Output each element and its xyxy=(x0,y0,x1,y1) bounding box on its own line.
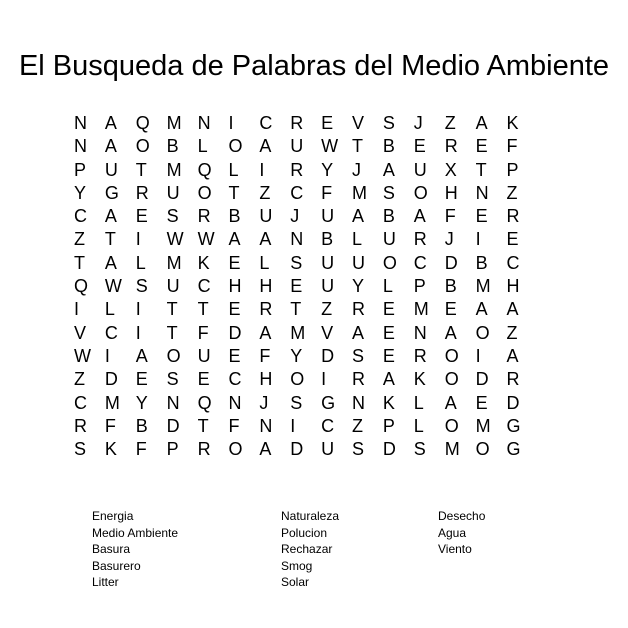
grid-letter: A xyxy=(259,136,272,157)
grid-letter: C xyxy=(413,252,427,273)
grid-letter: E xyxy=(228,299,241,320)
grid-letter: D xyxy=(382,439,396,460)
grid-letter: C xyxy=(228,369,242,390)
grid-letter: E xyxy=(321,113,334,133)
grid-letter: H xyxy=(444,182,458,203)
grid-letter: N xyxy=(74,136,87,157)
grid-letter: U xyxy=(321,276,335,297)
grid-letter: U xyxy=(382,229,396,250)
grid-letter: J xyxy=(290,206,300,227)
grid-letter: D xyxy=(506,392,520,413)
grid-letter: M xyxy=(104,392,120,413)
grid-letter: U xyxy=(321,252,335,273)
grid-letter: B xyxy=(475,252,488,273)
word-list-item: Medio Ambiente xyxy=(92,525,179,540)
grid-letter: B xyxy=(166,136,179,157)
grid-letter: S xyxy=(135,276,148,297)
word-list-item: Solar xyxy=(281,575,310,589)
grid-letter: I xyxy=(228,113,234,133)
grid-letter: U xyxy=(259,206,273,227)
grid-letter: E xyxy=(135,206,148,227)
grid-letter: T xyxy=(74,252,85,273)
grid-letter: A xyxy=(259,322,272,343)
grid-letter: A xyxy=(382,369,395,390)
grid-letter: M xyxy=(475,415,491,436)
grid-letter: E xyxy=(290,276,303,297)
grid-letter: S xyxy=(290,252,303,273)
grid-letter: I xyxy=(135,229,141,250)
grid-letter: U xyxy=(290,136,304,157)
grid-letter: D xyxy=(290,439,304,460)
grid-letter: H xyxy=(259,276,273,297)
grid-letter: L xyxy=(413,415,424,436)
word-list-column-2 xyxy=(281,508,339,591)
grid-letter: A xyxy=(104,136,117,157)
grid-letter: H xyxy=(506,276,520,297)
grid-letter: Z xyxy=(352,415,364,436)
grid-letter: U xyxy=(197,345,211,366)
grid-letter: T xyxy=(197,415,209,436)
grid-letter: N xyxy=(259,415,273,436)
grid-letter: K xyxy=(104,439,117,460)
grid-letter: G xyxy=(104,182,119,203)
grid-letter: P xyxy=(166,439,179,460)
grid-letter: I xyxy=(104,345,110,366)
word-list-item: Basurero xyxy=(92,558,141,573)
word-list-item: Desecho xyxy=(438,509,486,523)
word-list-item: Rechazar xyxy=(281,542,333,556)
grid-letter: Z xyxy=(321,299,333,320)
grid-letter: Q xyxy=(74,276,89,297)
grid-letter: Z xyxy=(506,182,518,203)
grid-letter: J xyxy=(259,392,269,413)
grid-letter: E xyxy=(475,392,488,413)
grid-letter: O xyxy=(166,345,181,366)
word-list-item: Polucion xyxy=(281,525,328,540)
grid-letter: A xyxy=(104,252,117,273)
grid-letter: A xyxy=(135,345,148,366)
grid-letter: T xyxy=(228,182,240,203)
grid-letter: O xyxy=(444,345,459,366)
word-list-item: Basura xyxy=(92,542,131,556)
grid-letter: O xyxy=(382,252,397,273)
grid-letter: H xyxy=(259,369,273,390)
grid-letter: R xyxy=(506,369,520,390)
grid-letter: P xyxy=(413,276,426,297)
grid-letter: A xyxy=(444,322,457,343)
grid-letter: S xyxy=(166,206,179,227)
grid-letter: N xyxy=(413,322,427,343)
grid-letter: N xyxy=(475,182,489,203)
grid-letter: B xyxy=(382,136,395,157)
grid-letter: I xyxy=(74,299,80,320)
grid-letter: T xyxy=(290,299,302,320)
grid-letter: O xyxy=(475,439,490,460)
grid-letter: W xyxy=(166,229,184,250)
grid-letter: V xyxy=(74,322,87,343)
grid-letter: R xyxy=(135,182,149,203)
word-list-column-1 xyxy=(92,508,178,591)
grid-letter: O xyxy=(290,369,305,390)
grid-letter: M xyxy=(166,252,182,273)
grid-letter: U xyxy=(352,252,366,273)
grid-letter: P xyxy=(506,159,519,180)
grid-letter: E xyxy=(382,345,395,366)
word-list-item: Viento xyxy=(438,542,472,556)
grid-letter: L xyxy=(135,252,146,273)
grid-letter: V xyxy=(352,113,365,133)
grid-letter: T xyxy=(166,322,178,343)
grid-letter: K xyxy=(413,369,426,390)
grid-letter: C xyxy=(74,206,87,227)
grid-letter: D xyxy=(444,252,458,273)
grid-letter: G xyxy=(506,439,521,460)
grid-letter: P xyxy=(74,159,87,180)
grid-letter: R xyxy=(352,299,366,320)
grid-letter: A xyxy=(475,113,488,133)
grid-letter: B xyxy=(135,415,148,436)
grid-letter: G xyxy=(321,392,336,413)
grid-letter: F xyxy=(135,439,147,460)
grid-letter: Y xyxy=(352,276,365,297)
grid-letter: A xyxy=(352,206,365,227)
grid-letter: O xyxy=(444,415,459,436)
grid-letter: H xyxy=(228,276,242,297)
grid-letter: O xyxy=(475,322,490,343)
grid-letter: R xyxy=(290,159,304,180)
grid-letter: T xyxy=(197,299,209,320)
grid-letter: M xyxy=(166,159,182,180)
puzzle-title: El Busqueda de Palabras del Medio Ambiente xyxy=(18,50,610,82)
grid-letter: W xyxy=(197,229,215,250)
grid-letter: D xyxy=(321,345,335,366)
grid-letter: A xyxy=(444,392,457,413)
grid-letter: F xyxy=(197,322,209,343)
grid-letter: F xyxy=(321,182,333,203)
grid-letter: K xyxy=(506,113,519,133)
grid-letter: C xyxy=(290,182,304,203)
word-list-item: Naturaleza xyxy=(281,509,340,523)
grid-letter: F xyxy=(259,345,271,366)
grid-letter: Z xyxy=(444,113,456,133)
grid-letter: T xyxy=(352,136,364,157)
grid-letter: W xyxy=(321,136,339,157)
grid-letter: O xyxy=(197,182,212,203)
grid-letter: F xyxy=(506,136,518,157)
grid-letter: E xyxy=(506,229,519,250)
grid-letter: A xyxy=(413,206,426,227)
grid-letter: N xyxy=(166,392,180,413)
grid-letter: Y xyxy=(135,392,148,413)
grid-letter: D xyxy=(228,322,242,343)
word-list-item: Smog xyxy=(281,558,313,573)
grid-letter: A xyxy=(259,439,272,460)
letter-grid xyxy=(72,112,535,461)
grid-letter: E xyxy=(135,369,148,390)
grid-letter: F xyxy=(104,415,116,436)
grid-letter: B xyxy=(444,276,457,297)
grid-letter: A xyxy=(259,229,272,250)
grid-letter: I xyxy=(321,369,327,390)
grid-letter: R xyxy=(74,415,87,436)
grid-letter: F xyxy=(444,206,456,227)
grid-letter: I xyxy=(475,345,481,366)
grid-letter: B xyxy=(382,206,395,227)
grid-letter: I xyxy=(135,322,141,343)
grid-letter: Y xyxy=(321,159,334,180)
grid-letter: I xyxy=(475,229,481,250)
grid-letter: I xyxy=(259,159,265,180)
grid-letter: A xyxy=(352,322,365,343)
grid-letter: Y xyxy=(74,182,87,203)
grid-letter: X xyxy=(444,159,457,180)
grid-letter: E xyxy=(382,322,395,343)
grid-letter: C xyxy=(197,276,211,297)
grid-letter: A xyxy=(475,299,488,320)
grid-letter: B xyxy=(321,229,334,250)
grid-letter: Z xyxy=(259,182,271,203)
word-list-item: Agua xyxy=(438,525,467,540)
grid-letter: M xyxy=(352,182,368,203)
grid-letter: D xyxy=(104,369,118,390)
grid-letter: E xyxy=(228,345,241,366)
grid-letter: T xyxy=(104,229,116,250)
grid-letter: U xyxy=(321,206,335,227)
grid-letter: U xyxy=(104,159,118,180)
grid-letter: L xyxy=(228,159,239,180)
grid-letter: E xyxy=(197,369,210,390)
grid-letter: W xyxy=(74,345,91,366)
grid-letter: E xyxy=(413,136,426,157)
grid-letter: R xyxy=(197,206,211,227)
grid-letter: S xyxy=(352,345,365,366)
grid-letter: S xyxy=(290,392,303,413)
grid-letter: I xyxy=(290,415,296,436)
grid-letter: C xyxy=(74,392,87,413)
grid-letter: J xyxy=(444,229,454,250)
grid-letter: T xyxy=(475,159,487,180)
grid-letter: N xyxy=(290,229,304,250)
grid-letter: O xyxy=(135,136,150,157)
grid-letter: N xyxy=(352,392,366,413)
grid-letter: L xyxy=(197,136,208,157)
word-list-item: Energia xyxy=(92,509,134,523)
grid-letter: A xyxy=(104,206,117,227)
grid-letter: S xyxy=(382,182,395,203)
grid-letter: W xyxy=(104,276,122,297)
grid-letter: Q xyxy=(197,159,212,180)
grid-letter: Q xyxy=(135,113,150,133)
grid-letter: R xyxy=(259,299,273,320)
grid-letter: N xyxy=(228,392,242,413)
grid-letter: K xyxy=(197,252,210,273)
grid-letter: R xyxy=(413,345,427,366)
grid-letter: S xyxy=(382,113,395,133)
grid-letter: A xyxy=(382,159,395,180)
grid-letter: Q xyxy=(197,392,212,413)
grid-letter: R xyxy=(352,369,366,390)
grid-letter: E xyxy=(382,299,395,320)
grid-letter: U xyxy=(413,159,427,180)
grid-letter: A xyxy=(506,345,519,366)
grid-letter: A xyxy=(228,229,241,250)
grid-letter: M xyxy=(444,439,460,460)
grid-letter: O xyxy=(228,439,243,460)
grid-letter: Z xyxy=(74,229,85,250)
grid-letter: U xyxy=(321,439,335,460)
grid-letter: O xyxy=(444,369,459,390)
grid-letter: R xyxy=(197,439,211,460)
grid-letter: R xyxy=(413,229,427,250)
grid-letter: Z xyxy=(74,369,85,390)
grid-letter: S xyxy=(74,439,87,460)
grid-letter: E xyxy=(444,299,457,320)
grid-letter: E xyxy=(228,252,241,273)
grid-letter: L xyxy=(104,299,115,320)
grid-letter: M xyxy=(290,322,306,343)
grid-letter: M xyxy=(413,299,429,320)
grid-letter: O xyxy=(228,136,243,157)
grid-letter: T xyxy=(135,159,147,180)
grid-letter: Y xyxy=(290,345,303,366)
grid-letter: E xyxy=(475,136,488,157)
grid-letter: R xyxy=(444,136,458,157)
grid-letter: U xyxy=(166,276,180,297)
grid-letter: N xyxy=(197,113,211,133)
grid-letter: N xyxy=(74,113,87,133)
grid-letter: F xyxy=(228,415,240,436)
grid-letter: K xyxy=(382,392,395,413)
grid-letter: C xyxy=(321,415,335,436)
grid-letter: C xyxy=(104,322,118,343)
grid-letter: V xyxy=(321,322,334,343)
grid-letter: M xyxy=(166,113,182,133)
grid-letter: L xyxy=(413,392,424,413)
word-list-item: Litter xyxy=(92,575,119,589)
grid-letter: C xyxy=(506,252,520,273)
grid-letter: O xyxy=(413,182,428,203)
grid-letter: L xyxy=(259,252,270,273)
grid-letter: L xyxy=(382,276,393,297)
grid-letter: T xyxy=(166,299,178,320)
grid-letter: J xyxy=(413,113,423,133)
grid-letter: E xyxy=(475,206,488,227)
grid-letter: S xyxy=(413,439,426,460)
grid-letter: Z xyxy=(506,322,518,343)
grid-letter: P xyxy=(382,415,395,436)
grid-letter: C xyxy=(259,113,273,133)
grid-letter: A xyxy=(506,299,519,320)
grid-letter: L xyxy=(352,229,363,250)
grid-letter: S xyxy=(352,439,365,460)
grid-letter: S xyxy=(166,369,179,390)
grid-letter: D xyxy=(166,415,180,436)
grid-letter: U xyxy=(166,182,180,203)
grid-letter: M xyxy=(475,276,491,297)
word-list-column-3 xyxy=(438,508,485,558)
grid-letter: I xyxy=(135,299,141,320)
grid-letter: A xyxy=(104,113,117,133)
grid-letter: J xyxy=(352,159,362,180)
grid-letter: B xyxy=(228,206,241,227)
grid-letter: R xyxy=(506,206,520,227)
grid-letter: R xyxy=(290,113,304,133)
grid-letter: G xyxy=(506,415,521,436)
grid-letter: D xyxy=(475,369,489,390)
